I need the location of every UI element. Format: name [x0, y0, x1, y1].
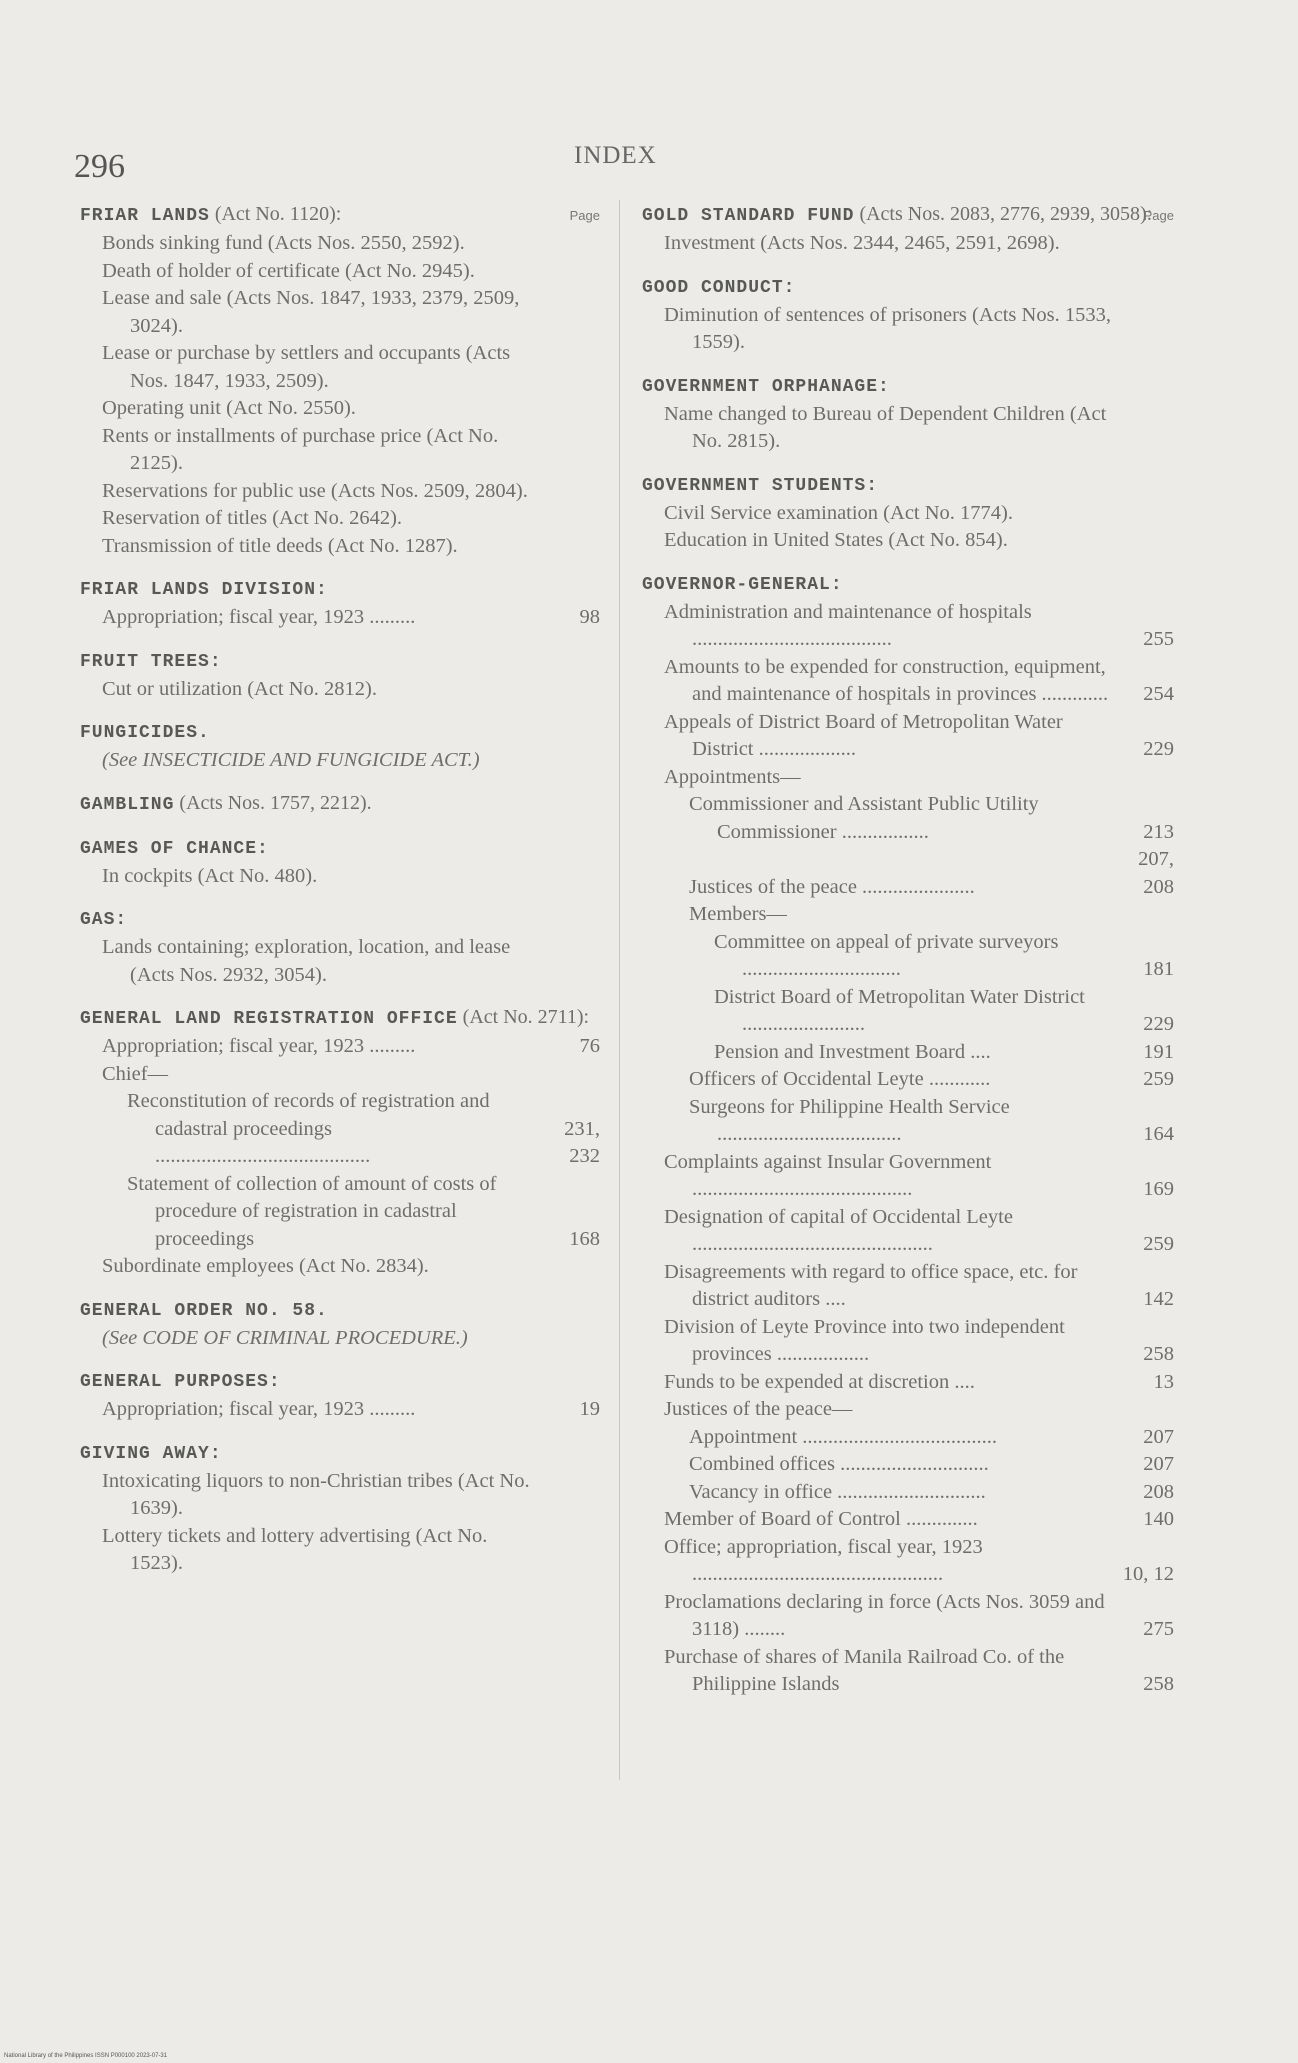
subentry: [642, 500, 1174, 528]
entry-heading-text: GAS:: [80, 910, 128, 930]
subentry-text: Civil Service examination (Act No. 1774).: [664, 501, 1013, 524]
subentry-text: Lease and sale (Acts Nos. 1847, 1933, 2379, 2509, 3024).: [102, 287, 520, 337]
entry-heading: [80, 1438, 600, 1468]
subentry: [642, 929, 1174, 984]
subentry: [80, 1253, 600, 1281]
subentry-page: 191: [1143, 1040, 1174, 1063]
subentry-page: 208: [1143, 1480, 1174, 1503]
subentry-text: Combined offices .............................: [689, 1453, 989, 1475]
subentry-page: 255: [1143, 628, 1174, 650]
index-entry: [80, 789, 600, 819]
subentry: [80, 863, 600, 891]
subentry: [642, 791, 1174, 846]
subentry-page: 98: [579, 606, 600, 628]
entry-heading-text: FRIAR LANDS DIVISION:: [80, 580, 328, 600]
subentry-text: Reservations for public use (Acts Nos. 2509, 2804).: [102, 479, 528, 502]
subentry-text: Administration and maintenance of hospitals .......................................: [664, 600, 1032, 650]
subentry-text: Death of holder of certificate (Act No. 2945).: [102, 259, 475, 282]
subentry-text: Appeals of District Board of Metropolitan Water District ...................: [664, 710, 1063, 760]
subentry: [642, 302, 1174, 357]
subentry-text: Justices of the peace ......................: [689, 875, 975, 898]
index-entry: [642, 569, 1174, 1699]
entry-heading-text: GOVERNMENT ORPHANAGE:: [642, 376, 890, 397]
subentry-text: Lottery tickets and lottery advertising (Act No. 1523).: [102, 1524, 488, 1574]
subentry-text: Diminution of sentences of prisoners (Acts Nos. 1533, 1559).: [664, 303, 1111, 353]
subentry: [642, 901, 1174, 929]
entry-heading: [80, 1295, 600, 1325]
subentry-page: 76: [579, 1035, 600, 1057]
subentry: [642, 1479, 1174, 1507]
index-entry: [80, 646, 600, 704]
subentry: [642, 1506, 1174, 1534]
entry-heading-text: GENERAL LAND REGISTRATION OFFICE: [80, 1009, 458, 1029]
subentry-page: 181: [1143, 958, 1174, 980]
subentry-text: Member of Board of Control ..............: [664, 1508, 978, 1530]
subentry-text: Transmission of title deeds (Act No. 1287).: [102, 534, 458, 557]
subentry-text: Purchase of shares of Manila Railroad Co. of the Philippine Islands: [664, 1645, 1065, 1695]
subentry-page: 207, 208: [1138, 848, 1174, 898]
subentry: [642, 1094, 1174, 1149]
subentry-page: 207: [1143, 1453, 1174, 1475]
subentry: [80, 1088, 600, 1171]
entry-heading-text: GAMES OF CHANCE:: [80, 838, 269, 859]
index-entry: [80, 1438, 600, 1578]
subentry: [642, 599, 1174, 654]
subentry: [80, 340, 600, 395]
right-column: [642, 200, 1174, 1713]
subentry-text: Subordinate employees (Act No. 2834).: [102, 1255, 429, 1277]
entry-heading: [80, 1366, 600, 1396]
subentry-text: Education in United States (Act No. 854).: [664, 529, 1008, 551]
subentry-text: Office; appropriation, fiscal year, 1923 .................................................: [664, 1535, 983, 1585]
subentry: [80, 1523, 600, 1578]
subentry-text: Officers of Occidental Leyte ............: [689, 1068, 991, 1090]
subentry: [642, 1369, 1174, 1397]
entry-heading: [80, 833, 600, 863]
subentry-text: Appropriation; fiscal year, 1923 .........: [102, 1035, 416, 1057]
index-entry: [80, 1366, 600, 1424]
page-column-label: Page: [569, 208, 600, 223]
subentry: [642, 1451, 1174, 1479]
index-entry: [642, 200, 1174, 258]
subentry-text: Funds to be expended at discretion ....: [664, 1370, 975, 1393]
subentry-page: 258: [1143, 1673, 1174, 1695]
entry-heading-text: GOVERNOR-GENERAL:: [642, 574, 843, 595]
subentry: [80, 934, 600, 989]
page-number: 296: [74, 148, 125, 185]
subentry: [80, 1171, 600, 1254]
subentry: [642, 1149, 1174, 1204]
subentry-text: Appointment ......................................: [689, 1425, 998, 1448]
subentry-page: 169: [1143, 1178, 1174, 1200]
index-entry: [642, 272, 1174, 357]
subentry-page: 229: [1143, 738, 1174, 760]
entry-heading: [80, 904, 600, 934]
subentry-text: (See INSECTICIDE AND FUNGICIDE ACT.): [102, 749, 480, 771]
subentry-text: Operating unit (Act No. 2550).: [102, 397, 356, 419]
subentry-text: District Board of Metropolitan Water District ........................: [714, 985, 1085, 1035]
subentry: [80, 478, 600, 506]
subentry-text: Cut or utilization (Act No. 2812).: [102, 677, 377, 700]
footer-credit: National Library of the Philippines ISSN P000100 2023-07-31: [4, 2053, 168, 2059]
subentry-text: Statement of collection of amount of costs of procedure of registration in cadastral proceedings: [127, 1172, 497, 1250]
entry-heading-text: GAMBLING: [80, 794, 175, 815]
subentry: [80, 285, 600, 340]
subentry-text: Name changed to Bureau of Dependent Children (Act No. 2815).: [664, 402, 1107, 452]
column-divider: [619, 200, 620, 1780]
subentry: [80, 1033, 600, 1061]
entry-heading: [642, 371, 1174, 401]
subentry: [642, 1204, 1174, 1259]
index-entry: [80, 1295, 600, 1353]
subentry: [642, 1039, 1174, 1067]
subentry-text: Appointments—: [664, 765, 801, 788]
entry-heading-text: GOOD CONDUCT:: [642, 277, 796, 298]
entry-heading-text: FRUIT TREES:: [80, 651, 222, 672]
subentry-page: 207: [1143, 1425, 1174, 1448]
entry-heading-tail: (Act No. 1120):: [209, 203, 342, 225]
subentry: [80, 747, 600, 775]
subentry-text: Lands containing; exploration, location, and lease (Acts Nos. 2932, 3054).: [102, 936, 511, 986]
subentry: [642, 1259, 1174, 1314]
subentry-text: Chief—: [102, 1062, 169, 1085]
subentry-text: (See CODE OF CRIMINAL PROCEDURE.): [102, 1326, 468, 1349]
subentry: [642, 1424, 1174, 1452]
index-entry: [80, 717, 600, 775]
entry-heading: [80, 717, 600, 747]
subentry: [80, 1325, 600, 1353]
subentry: [642, 846, 1174, 901]
subentry-page: 140: [1143, 1508, 1174, 1530]
subentry-text: Rents or installments of purchase price (Act No. 2125).: [102, 424, 499, 474]
subentry-page: 258: [1143, 1343, 1174, 1365]
entry-heading: [642, 569, 1174, 599]
subentry: [642, 654, 1174, 709]
subentry-text: In cockpits (Act No. 480).: [102, 864, 318, 887]
subentry: [80, 1468, 600, 1523]
subentry: [642, 984, 1174, 1039]
subentry: [80, 1061, 600, 1089]
subentry: [80, 676, 600, 704]
subentry: [642, 1644, 1174, 1699]
subentry-page: 231, 232: [564, 1117, 600, 1167]
subentry-page: 259: [1143, 1233, 1174, 1255]
subentry-text: Appropriation; fiscal year, 1923 .........: [102, 606, 416, 628]
entry-heading: [80, 646, 600, 676]
subentry: [80, 604, 600, 632]
subentry: [642, 1396, 1174, 1424]
subentry-page: 259: [1143, 1068, 1174, 1090]
subentry: [642, 527, 1174, 555]
entry-heading-text: FUNGICIDES.: [80, 723, 210, 743]
entry-heading-text: GENERAL PURPOSES:: [80, 1372, 281, 1392]
subentry-text: Reconstitution of records of registration and cadastral proceedings ..........................................: [127, 1090, 490, 1167]
subentry: [642, 401, 1174, 456]
subentry: [80, 230, 600, 258]
subentry-page: 19: [579, 1398, 600, 1420]
subentry-text: Reservation of titles (Act No. 2642).: [102, 507, 403, 529]
subentry: [80, 423, 600, 478]
subentry-page: 164: [1143, 1123, 1174, 1145]
subentry-page: 142: [1143, 1288, 1174, 1310]
entry-heading: [642, 272, 1174, 302]
subentry: [642, 1534, 1174, 1589]
subentry: [642, 764, 1174, 792]
running-head: INDEX: [574, 142, 657, 169]
subentry-text: Disagreements with regard to office space, etc. for district auditors ....: [664, 1260, 1078, 1310]
subentry-page: 13: [1153, 1370, 1174, 1393]
entry-heading-text: GIVING AWAY:: [80, 1443, 222, 1464]
subentry-page: 275: [1143, 1618, 1174, 1640]
entry-heading-tail: (Act No. 2711):: [457, 1006, 590, 1028]
subentry-text: Proclamations declaring in force (Acts Nos. 3059 and 3118) ........: [664, 1590, 1105, 1640]
left-column: [80, 200, 600, 1592]
subentry: [80, 1396, 600, 1424]
subentry: [642, 1066, 1174, 1094]
entry-heading-text: GOLD STANDARD FUND: [642, 206, 855, 226]
entry-heading-text: GENERAL ORDER NO. 58.: [80, 1300, 328, 1321]
subentry: [642, 1314, 1174, 1369]
subentry-text: Surgeons for Philippine Health Service ....................................: [689, 1095, 1010, 1145]
page-column-label: Page: [1143, 208, 1174, 223]
subentry: [642, 1589, 1174, 1644]
index-entry: [80, 200, 600, 560]
entry-heading: [642, 470, 1174, 500]
subentry: [80, 395, 600, 423]
subentry-text: Complaints against Insular Government ...........................................: [664, 1150, 992, 1200]
index-entry: [80, 833, 600, 891]
index-entry: [642, 371, 1174, 456]
index-entry: [80, 1003, 600, 1281]
subentry-text: Vacancy in office .............................: [689, 1480, 986, 1503]
subentry-text: Members—: [689, 903, 787, 925]
index-entry: [80, 904, 600, 989]
subentry-text: Designation of capital of Occidental Leyte ...............................................: [664, 1205, 1013, 1255]
subentry: [80, 505, 600, 533]
subentry-text: Investment (Acts Nos. 2344, 2465, 2591, 2698).: [664, 232, 1060, 254]
entry-heading-text: GOVERNMENT STUDENTS:: [642, 475, 879, 496]
subentry-page: 229: [1143, 1013, 1174, 1035]
subentry-page: 168: [569, 1227, 600, 1250]
subentry-page: 254: [1143, 683, 1174, 705]
subentry-text: Division of Leyte Province into two independent provinces ..................: [664, 1315, 1065, 1365]
subentry-text: Appropriation; fiscal year, 1923 .........: [102, 1398, 416, 1420]
entry-heading: [642, 200, 1174, 230]
subentry-text: Committee on appeal of private surveyors ...............................: [714, 930, 1059, 980]
subentry-text: Commissioner and Assistant Public Utility Commissioner .................: [689, 793, 1039, 843]
subentry-text: Bonds sinking fund (Acts Nos. 2550, 2592).: [102, 232, 465, 254]
entry-heading: [80, 200, 600, 230]
subentry-text: Intoxicating liquors to non-Christian tribes (Act No. 1639).: [102, 1469, 530, 1519]
subentry: [642, 709, 1174, 764]
subentry: [642, 230, 1174, 258]
entry-heading-tail: (Acts Nos. 1757, 2212).: [174, 791, 372, 814]
entry-heading: [80, 789, 600, 819]
subentry-page: 10, 12: [1122, 1563, 1174, 1585]
entry-heading-tail: (Acts Nos. 2083, 2776, 2939, 3058):: [854, 203, 1153, 225]
index-entry: [642, 470, 1174, 555]
subentry-text: Pension and Investment Board ....: [714, 1040, 991, 1063]
subentry-text: Amounts to be expended for construction, equipment, and maintenance of hospitals in provinces .............: [664, 655, 1109, 705]
entry-heading: [80, 574, 600, 604]
entry-heading: [80, 1003, 600, 1033]
entry-heading-text: FRIAR LANDS: [80, 206, 210, 226]
subentry-page: 213: [1143, 820, 1174, 843]
subentry-text: Justices of the peace—: [664, 1398, 853, 1420]
index-entry: [80, 574, 600, 632]
subentry-text: Lease or purchase by settlers and occupants (Acts Nos. 1847, 1933, 2509).: [102, 342, 511, 392]
subentry: [80, 258, 600, 286]
subentry: [80, 533, 600, 561]
